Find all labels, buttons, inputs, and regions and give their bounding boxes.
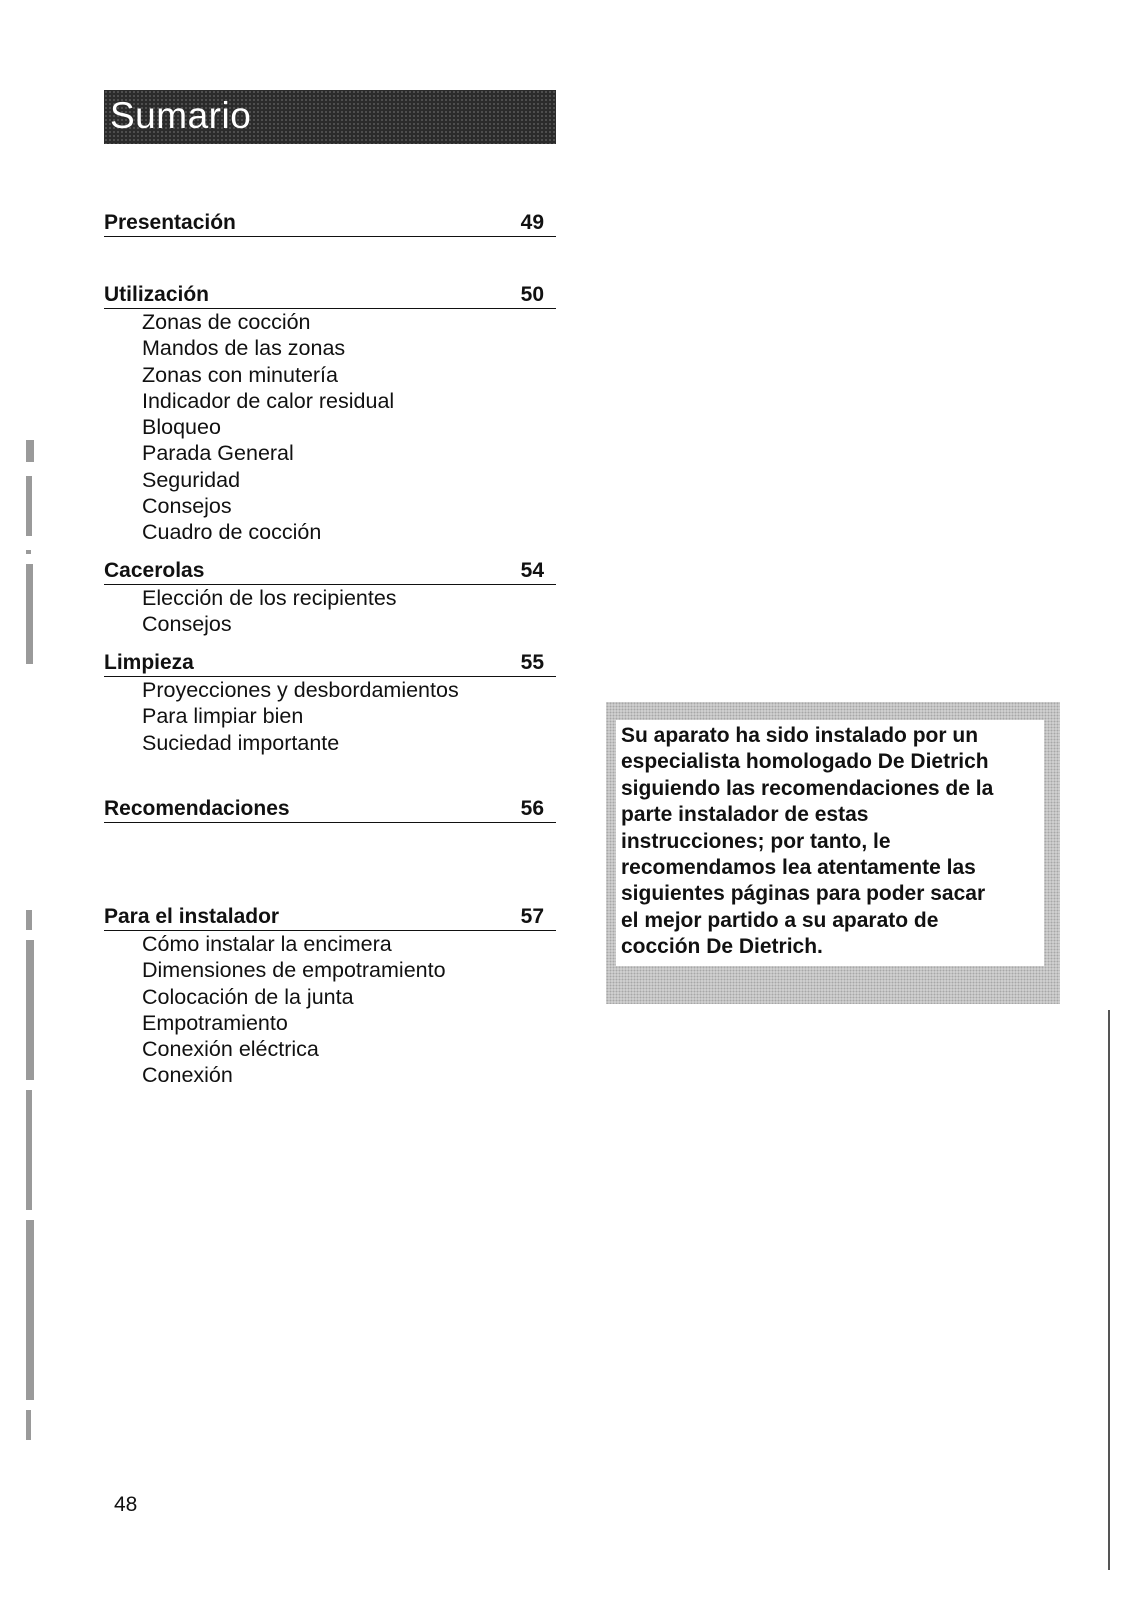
scan-margin-marks	[26, 440, 38, 1450]
toc-heading-label: Utilización	[104, 283, 210, 306]
notice-line: especialista homologado De Dietrich	[621, 750, 989, 774]
toc-heading[interactable]	[104, 556, 556, 585]
toc-item-list	[104, 309, 556, 546]
toc-item[interactable]: Conexión eléctrica	[142, 1037, 319, 1062]
toc-section-recomendaciones	[104, 794, 556, 823]
toc-page-number: 49	[520, 211, 544, 234]
toc-heading[interactable]	[104, 902, 556, 931]
toc-item[interactable]: Para limpiar bien	[142, 704, 304, 729]
toc-page-number: 57	[520, 905, 544, 928]
toc-page-number: 50	[520, 283, 544, 306]
installer-notice-box	[606, 702, 1060, 1004]
toc-item[interactable]: Zonas con minutería	[142, 362, 338, 387]
toc-item[interactable]: Parada General	[142, 441, 294, 466]
toc-item[interactable]: Zonas de cocción	[142, 310, 311, 334]
toc-heading[interactable]	[104, 208, 556, 237]
toc-heading[interactable]	[104, 648, 556, 677]
toc-item[interactable]: Empotramiento	[142, 1010, 288, 1035]
toc-item[interactable]: Proyecciones y desbordamientos	[142, 678, 459, 702]
toc-section-instalador	[104, 902, 556, 1089]
toc-item[interactable]: Indicador de calor residual	[142, 388, 395, 413]
toc-page-number: 56	[520, 797, 544, 820]
title-banner	[104, 90, 556, 144]
toc-heading[interactable]	[104, 794, 556, 823]
toc-section-cacerolas	[104, 556, 556, 638]
toc-item[interactable]: Suciedad importante	[142, 730, 340, 755]
page-number: 48	[114, 1493, 138, 1516]
notice-line: Su aparato ha sido instalado por un	[621, 724, 979, 747]
toc-page-number: 55	[520, 651, 544, 674]
toc-item[interactable]: Cuadro de cocción	[142, 520, 322, 545]
toc-item-list	[104, 585, 556, 638]
toc-item[interactable]: Cómo instalar la encimera	[142, 932, 392, 956]
toc-heading-label: Limpieza	[104, 651, 194, 674]
toc-item[interactable]: Consejos	[142, 612, 232, 637]
toc-heading[interactable]	[104, 280, 556, 309]
notice-text	[621, 723, 1046, 961]
notice-panel	[616, 720, 1044, 966]
notice-line: siguientes páginas para poder sacar	[621, 882, 986, 906]
toc-item[interactable]: Elección de los recipientes	[142, 586, 397, 610]
toc-item[interactable]: Bloqueo	[142, 415, 221, 440]
toc-item-list	[104, 931, 556, 1089]
toc-heading-label: Cacerolas	[104, 559, 205, 582]
toc-section-limpieza	[104, 648, 556, 756]
toc-item[interactable]: Consejos	[142, 494, 232, 519]
toc-item[interactable]: Colocación de la junta	[142, 984, 354, 1009]
toc-section-utilizacion	[104, 280, 556, 546]
toc-heading-label: Para el instalador	[104, 905, 280, 928]
notice-line: siguiendo las recomendaciones de la	[621, 776, 994, 800]
page-title: Sumario	[110, 95, 252, 136]
toc-item[interactable]: Mandos de las zonas	[142, 336, 346, 361]
notice-line: recomendamos lea atentamente las	[621, 856, 976, 880]
scan-right-edge-line	[1108, 1010, 1110, 1570]
toc-item-list	[104, 677, 556, 756]
notice-line: instrucciones; por tanto, le	[621, 829, 891, 853]
toc-item[interactable]: Seguridad	[142, 467, 241, 492]
toc-heading-label: Recomendaciones	[104, 797, 290, 820]
toc-item[interactable]: Dimensiones de empotramiento	[142, 958, 446, 983]
toc-page-number: 54	[520, 559, 544, 582]
notice-line: parte instalador de estas	[621, 803, 869, 827]
notice-line: cocción De Dietrich.	[621, 935, 823, 959]
toc-section-presentacion	[104, 208, 556, 237]
toc-item[interactable]: Conexión	[142, 1063, 233, 1088]
notice-line: el mejor partido a su aparato de	[621, 908, 939, 932]
toc-heading-label: Presentación	[104, 211, 236, 234]
